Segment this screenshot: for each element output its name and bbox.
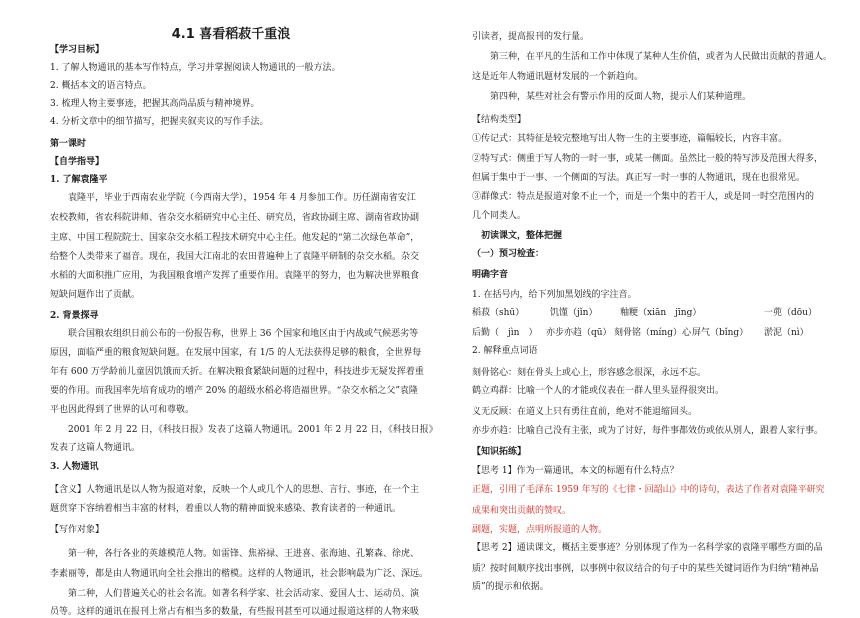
section-heading: 1. 了解袁隆平 — [50, 175, 108, 185]
section-heading: 【自学指导】 — [50, 157, 105, 167]
text-line: 第四种，某些对社会有警示作用的反面人物，提示人们某种道理。 — [472, 92, 752, 102]
text-line: 亦步亦趋：比喻自己没有主张，或为了讨好，每件事都效仿或依从别人，跟着人家行事。 — [472, 426, 824, 436]
text-line: 平也因此得到了世界的认可和尊敬。 — [50, 405, 195, 415]
section-heading: （一）预习检查： — [472, 249, 545, 259]
text-line: 【含义】人物通讯是以人物为报道对象，反映一个人或几个人的思想、言行、事迹，在一个主 — [50, 485, 420, 495]
pinyin-item: 屏气（bǐng） — [692, 328, 749, 338]
pinyin-item: 饥馑（jǐn） — [550, 308, 598, 318]
text-line: ②特写式：侧重于写人物的一时一事，或某一侧面。虽然比一般的特写涉及范围大得多， — [472, 154, 824, 164]
text-line: 【写作对象】 — [50, 525, 105, 535]
answer-text: 副题，实题，点明所报道的人物。 — [472, 525, 608, 535]
section-heading: 初读课文，整体把握 — [472, 231, 563, 241]
text-line: 2. 解释重点词语 — [472, 346, 538, 356]
pinyin-item: 刻骨铭（míng）心 — [614, 328, 691, 338]
text-line: 短缺问题作出了贡献。 — [50, 290, 141, 300]
pinyin-item: 后勤（ jìn ） — [472, 328, 538, 338]
text-line: 题贯穿下容纳着相当丰富的材料，着重以人物的精神面貌来感染、教育读者的一种通讯。 — [50, 504, 402, 514]
text-line: 员等。这样的通讯在报刊上常占有相当多的数量，有些报刊甚至可以通过报道这样的人物来吸 — [50, 607, 420, 617]
text-line: 主席、中国工程院院士、国家杂交水稻工程技术研究中心主任。他发起的“第二次绿色革命”， — [50, 233, 420, 243]
text-line: 1. 了解人物通讯的基本写作特点，学习并掌握阅读人物通讯的一般方法。 — [50, 63, 341, 73]
text-line: 引读者，提高报刊的发行量。 — [472, 32, 590, 42]
text-line: 鹤立鸡群：比喻一个人的才能或仪表在一群人里头显得很突出。 — [472, 386, 725, 396]
text-line: 年有 600 万学龄前儿童因饥饿而夭折。在解决粮食紧缺问题的过程中，科技进步无疑发挥着重 — [50, 367, 424, 377]
text-line: 3. 梳理人物主要事迹，把握其高尚品质与精神境界。 — [50, 99, 260, 109]
section-heading: 【学习目标】 — [50, 45, 105, 55]
pinyin-item: 稻菽（shū） — [472, 308, 525, 318]
section-heading: 第一课时 — [50, 139, 87, 149]
text-line: 水稻的大面积推广应用，为我国粮食增产发挥了重要作用。袁隆平的努力，也为解决世界粮食 — [50, 271, 420, 281]
answer-text: 正题，引用了毛泽东 1959 年写的《七律・回韶山》中的诗句，表达了作者对袁隆平研究 — [472, 485, 825, 495]
text-line: 质”的提示和依据。 — [472, 582, 549, 592]
text-line: 第一种，各行各业的英雄模范人物。如雷锋、焦裕禄、王进喜、张海迪、孔繁森、徐虎、 — [50, 549, 420, 559]
text-line: 联合国粮农组织日前公布的一份报告称，世界上 36 个国家和地区由于内战或气候恶劣等 — [50, 329, 419, 339]
section-heading: 3. 人物通讯 — [50, 462, 99, 472]
text-line: 义无反顾：在道义上只有勇往直前，绝对不能退缩回头。 — [472, 407, 698, 417]
section-heading: 【知识拓练】 — [472, 447, 527, 457]
pinyin-item: 淤泥（nì） — [764, 328, 809, 338]
text-line: 质？按时间顺序找出事例，以事例中叙议结合的句子中的某些关键词语作为归纳“精神品 — [472, 564, 819, 574]
text-line: 发表了这篇人物通讯。 — [50, 443, 141, 453]
text-line: 【思考 1】作为一篇通讯，本文的标题有什么特点？ — [472, 466, 679, 476]
text-line: 要的作用。而我国率先培育成功的增产 20% 的超级水稻必将造福世界。“杂交水稻之父”袁隆 — [50, 386, 418, 396]
pinyin-item: 亦步亦趋（qū） — [546, 328, 612, 338]
pinyin-item: 一蔸（dōu） — [764, 308, 817, 318]
text-line: 李素丽等，都是由人物通讯向全社会推出的楷模。这样的人物通讯，社会影响最为广泛、深远。 — [50, 569, 429, 579]
text-line: 【思考 2】通读课文，概括主要事迹？分别体现了作为一名科学家的袁隆平哪些方面的品 — [472, 543, 823, 553]
answer-text: 成果和突出贡献的赞叹。 — [472, 506, 572, 516]
pinyin-item: 釉粳（xiān jīng） — [620, 308, 702, 318]
text-line: 这是近年人物通讯题材发展的一个新趋向。 — [472, 72, 644, 82]
text-line: 给整个人类带来了福音。现在，我国大江南北的农田普遍种上了袁隆平研制的杂交水稻。杂交 — [50, 252, 420, 262]
section-heading: 明确字音 — [472, 270, 509, 280]
text-line: 原因，面临严重的粮食短缺问题。在发展中国家，有 1/5 的人无法获得足够的粮食，全世界每 — [50, 348, 422, 358]
text-line: 第二种，人们普遍关心的社会名流。如著名科学家、社会活动家、爱国人士、运动员、演 — [50, 589, 420, 599]
text-line: 4. 分析文章中的细节描写，把握夹叙夹议的写作手法。 — [50, 117, 269, 127]
text-line: 1. 在括号内，给下列加黑划线的字注音。 — [472, 290, 637, 300]
page-title: 4.1 喜看稻菽千重浪 — [171, 27, 291, 42]
text-line: 2001 年 2 月 22 日，《科技日报》发表了这篇人物通讯。2001 年 2 月 22 日，《科技日报》 — [50, 425, 438, 435]
text-line: 【结构类型】 — [472, 115, 527, 125]
text-line: 几个同类人。 — [472, 211, 527, 221]
text-line: 袁隆平，毕业于西南农业学院（今西南大学），1954 年 4 月参加工作。历任湖南省安江 — [50, 193, 416, 203]
section-heading: 2. 背景探寻 — [50, 311, 99, 321]
text-line: 2. 概括本文的语言特点。 — [50, 81, 152, 91]
text-line: ③群像式：特点是报道对象不止一个，而是一个集中的若干人，或是同一时空范围内的 — [472, 192, 815, 202]
text-line: 农校教师，省农科院讲师、省杂交水稻研究中心主任、研究员，省政协副主席、湖南省政协副 — [50, 213, 420, 223]
text-line: ①传记式：其特征是较完整地写出人物一生的主要事迹，篇幅较长，内容丰富。 — [472, 134, 788, 144]
text-line: 刻骨铭心：刻在骨头上或心上，形容感念很深，永远不忘。 — [472, 368, 707, 378]
text-line: 第三种，在平凡的生活和工作中体现了某种人生价值，或者为人民做出贡献的普通人。 — [472, 52, 833, 62]
text-line: 但属于集中于一事、一个侧面的写法。真正写一时一事的人物通讯，现在也很常见。 — [472, 173, 806, 183]
